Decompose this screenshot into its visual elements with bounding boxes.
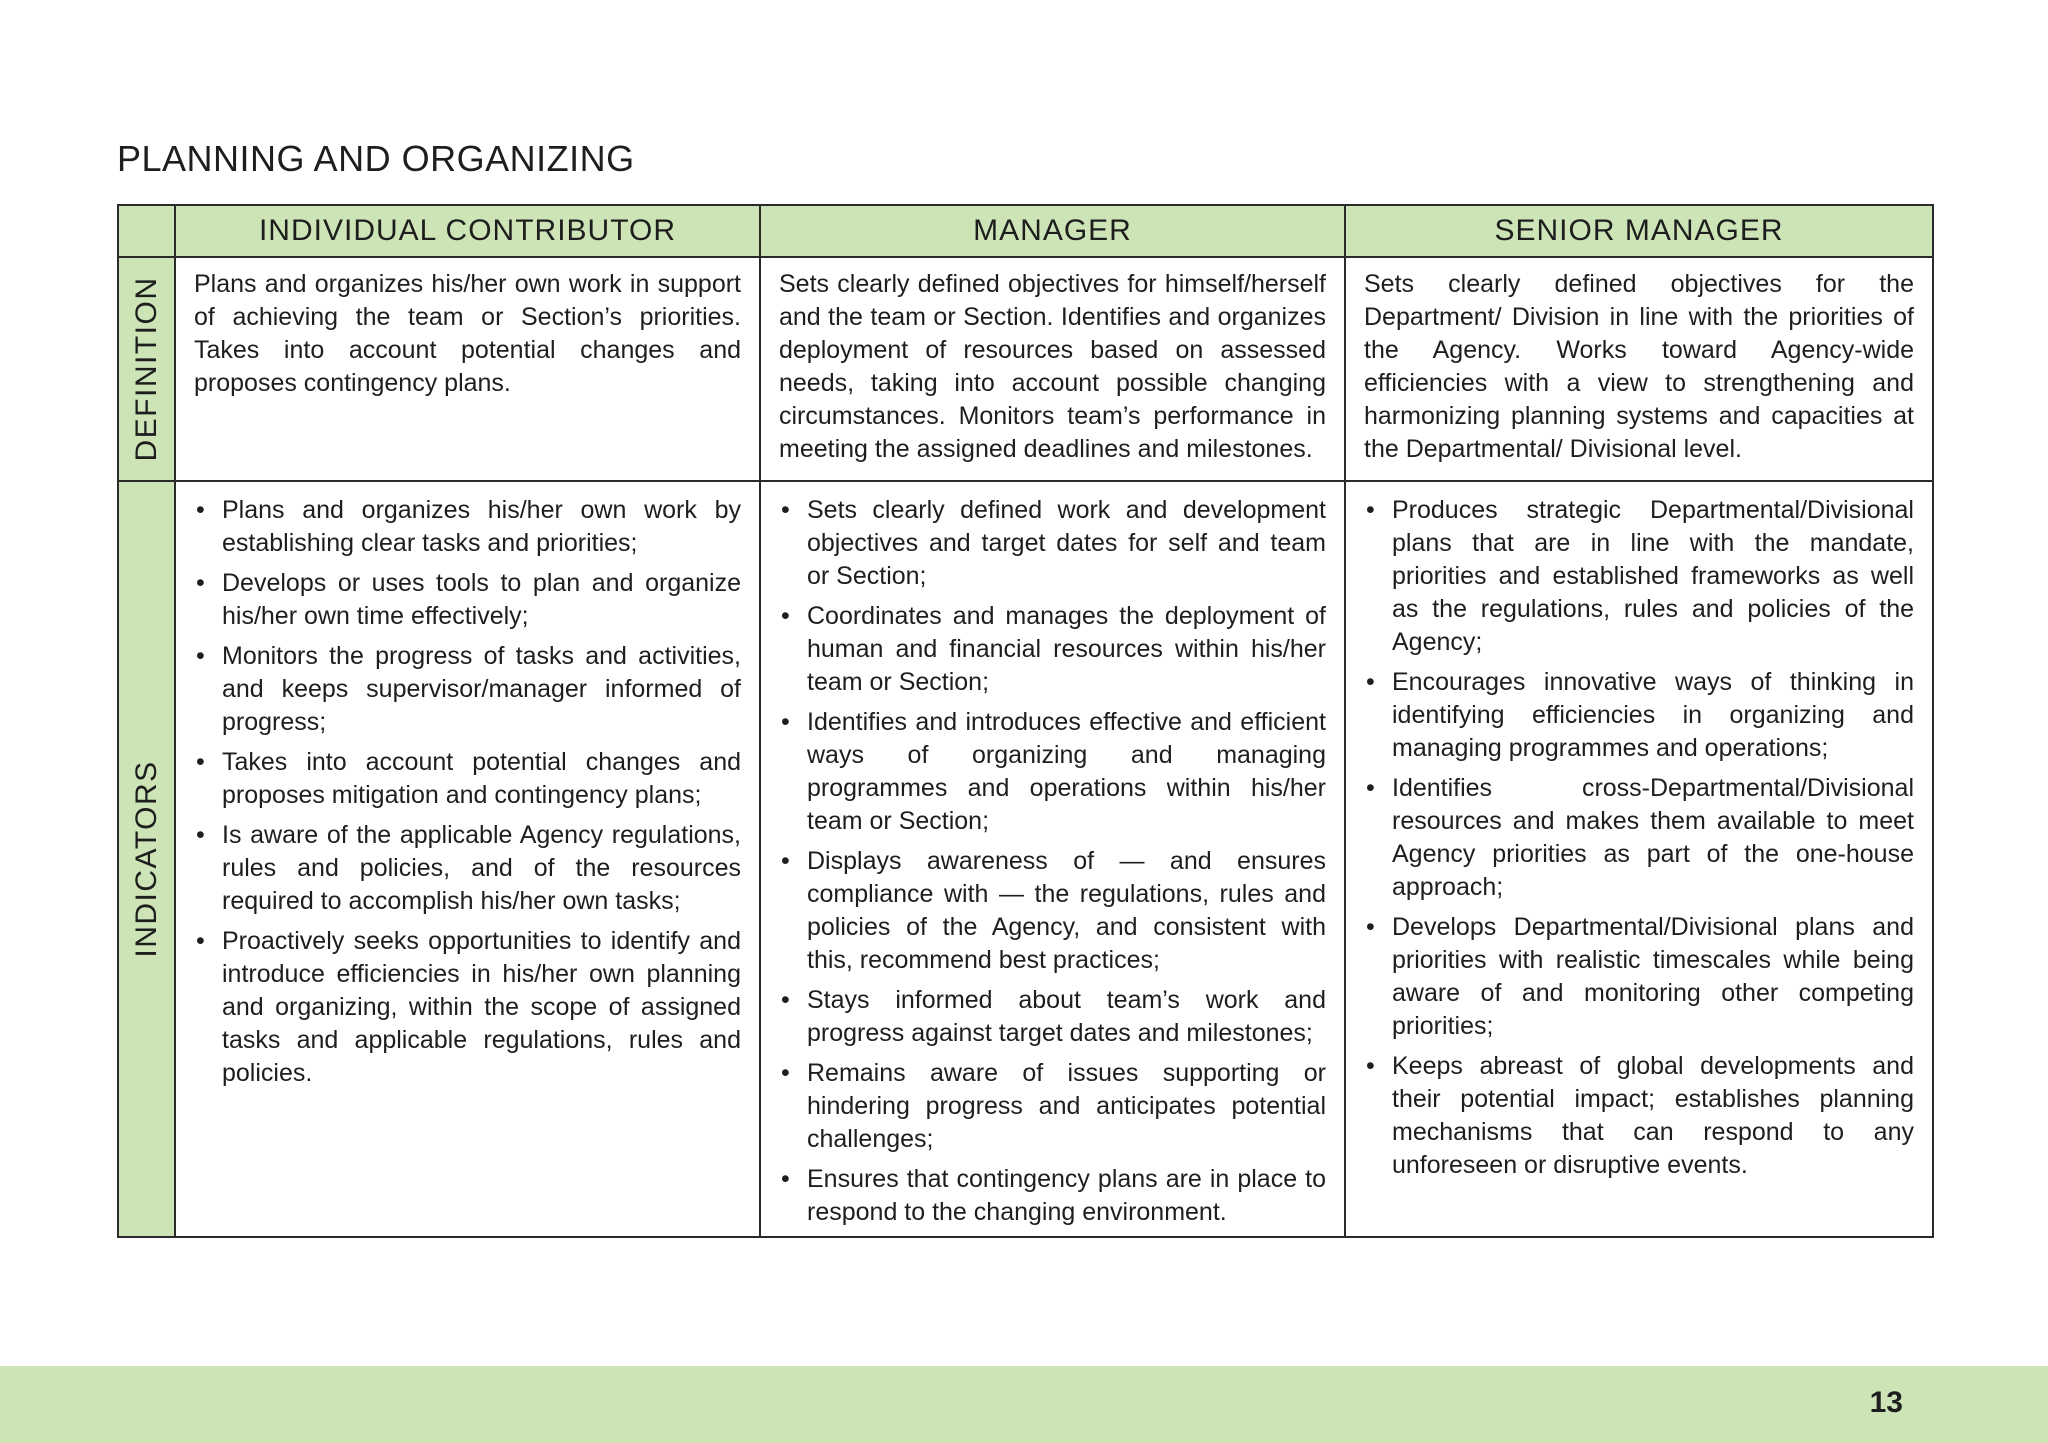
column-header-manager: MANAGER	[760, 205, 1345, 257]
bullet-icon: •	[781, 1059, 790, 1087]
indicators-cell-senior-manager	[1345, 481, 1933, 1237]
definition-text: Sets clearly defined objectives for the Department/ Division in line with the priorities of the Agency. Works toward Agency-wide efficiencies with a view to strengthening and harmonizing planning systems and capacities at the Departmental/ Divisional level.	[1364, 270, 1914, 463]
definition-cell-individual-contributor	[175, 257, 760, 481]
bullet-icon: •	[1366, 774, 1375, 802]
bullet-icon: •	[781, 1165, 790, 1193]
indicator-item	[779, 706, 1326, 838]
bullet-icon: •	[781, 602, 790, 630]
indicator-text: Ensures that contingency plans are in place to respond to the changing environment.	[807, 1165, 1326, 1226]
indicator-text: Coordinates and manages the deployment of human and financial resources within his/her team or Section;	[807, 602, 1326, 696]
indicator-text: Is aware of the applicable Agency regulations, rules and policies, and of the resources required to accomplish his/her own tasks;	[222, 821, 741, 915]
table-header-row	[118, 205, 1933, 257]
row-header-definition	[118, 257, 175, 481]
page-title: PLANNING AND ORGANIZING	[117, 138, 635, 179]
indicator-item	[194, 567, 741, 633]
definition-row	[118, 257, 1933, 481]
table-corner-cell	[118, 205, 175, 257]
indicator-item	[194, 746, 741, 812]
indicator-item	[779, 1057, 1326, 1156]
definition-text: Sets clearly defined objectives for himself/herself and the team or Section. Identifies and organizes deployment of resources based on assessed needs, taking into account possible changing circumstances. Monitors team’s performance in meeting the assigned deadlines and milestones.	[779, 270, 1326, 463]
bullet-icon: •	[781, 496, 790, 524]
indicator-text: Plans and organizes his/her own work by establishing clear tasks and priorities;	[222, 496, 741, 557]
bullet-icon: •	[196, 821, 205, 849]
bullet-icon: •	[196, 748, 205, 776]
indicator-text: Remains aware of issues supporting or hindering progress and anticipates potential challenges;	[807, 1059, 1326, 1153]
competency-table	[117, 204, 1934, 1238]
indicator-text: Develops Departmental/Divisional plans and priorities with realistic timescales while being aware of and monitoring other competing priorities;	[1392, 913, 1914, 1040]
bullet-icon: •	[1366, 1052, 1375, 1080]
column-header-individual-contributor: INDIVIDUAL CONTRIBUTOR	[175, 205, 760, 257]
bullet-icon: •	[1366, 496, 1375, 524]
indicators-cell-manager	[760, 481, 1345, 1237]
indicator-item	[194, 494, 741, 560]
indicator-item	[779, 845, 1326, 977]
indicator-list	[761, 482, 1344, 1229]
indicator-text: Stays informed about team’s work and progress against target dates and milestones;	[807, 986, 1326, 1047]
indicator-item	[1364, 494, 1914, 659]
indicators-label: INDICATORS	[129, 760, 163, 958]
indicator-text: Sets clearly defined work and development objectives and target dates for self and team or Section;	[807, 496, 1326, 590]
indicator-text: Proactively seeks opportunities to identify and introduce efficiencies in his/her own planning and organizing, within the scope of assigned tasks and applicable regulations, rules and policies.	[222, 927, 741, 1087]
definition-cell-manager	[760, 257, 1345, 481]
definition-cell-senior-manager	[1345, 257, 1933, 481]
definition-label: DEFINITION	[129, 276, 163, 462]
indicator-item	[779, 494, 1326, 593]
bullet-icon: •	[781, 708, 790, 736]
indicator-item	[779, 1163, 1326, 1229]
indicator-item	[194, 640, 741, 739]
indicator-text: Keeps abreast of global developments and their potential impact; establishes planning mechanisms that can respond to any unforeseen or disruptive events.	[1392, 1052, 1914, 1179]
indicator-text: Produces strategic Departmental/Divisional plans that are in line with the mandate, priorities and established frameworks as well as the regulations, rules and policies of the Agency;	[1392, 496, 1914, 656]
indicator-item	[194, 819, 741, 918]
indicator-text: Identifies and introduces effective and efficient ways of organizing and managing programmes and operations within his/her team or Section;	[807, 708, 1326, 835]
bullet-icon: •	[196, 927, 205, 955]
indicator-item	[779, 984, 1326, 1050]
indicators-cell-individual-contributor	[175, 481, 760, 1237]
indicator-item	[1364, 772, 1914, 904]
bullet-icon: •	[781, 986, 790, 1014]
indicator-text: Encourages innovative ways of thinking in identifying efficiencies in organizing and managing programmes and operations;	[1392, 668, 1914, 762]
row-header-indicators	[118, 481, 175, 1237]
definition-text: Plans and organizes his/her own work in support of achieving the team or Section’s priorities. Takes into account potential changes and proposes contingency plans.	[194, 270, 741, 397]
footer-band	[0, 1366, 2048, 1443]
bullet-icon: •	[1366, 668, 1375, 696]
indicator-text: Takes into account potential changes and proposes mitigation and contingency plans;	[222, 748, 741, 809]
indicator-item	[1364, 911, 1914, 1043]
bullet-icon: •	[1366, 913, 1375, 941]
page-number: 13	[1869, 1386, 1903, 1419]
bullet-icon: •	[196, 496, 205, 524]
indicator-item	[1364, 666, 1914, 765]
indicator-text: Monitors the progress of tasks and activities, and keeps supervisor/manager informed of progress;	[222, 642, 741, 736]
indicator-item	[779, 600, 1326, 699]
indicator-text: Displays awareness of — and ensures compliance with — the regulations, rules and policies of the Agency, and consistent with this, recommend best practices;	[807, 847, 1326, 974]
indicator-text: Develops or uses tools to plan and organize his/her own time effectively;	[222, 569, 741, 630]
column-header-senior-manager: SENIOR MANAGER	[1345, 205, 1933, 257]
bullet-icon: •	[196, 569, 205, 597]
indicators-row	[118, 481, 1933, 1237]
bullet-icon: •	[196, 642, 205, 670]
indicator-text: Identifies cross-Departmental/Divisional resources and makes them available to meet Agency priorities as part of the one-house approach;	[1392, 774, 1914, 901]
indicator-item	[194, 925, 741, 1090]
bullet-icon: •	[781, 847, 790, 875]
indicator-item	[1364, 1050, 1914, 1182]
indicator-list	[176, 482, 759, 1090]
indicator-list	[1346, 482, 1932, 1182]
